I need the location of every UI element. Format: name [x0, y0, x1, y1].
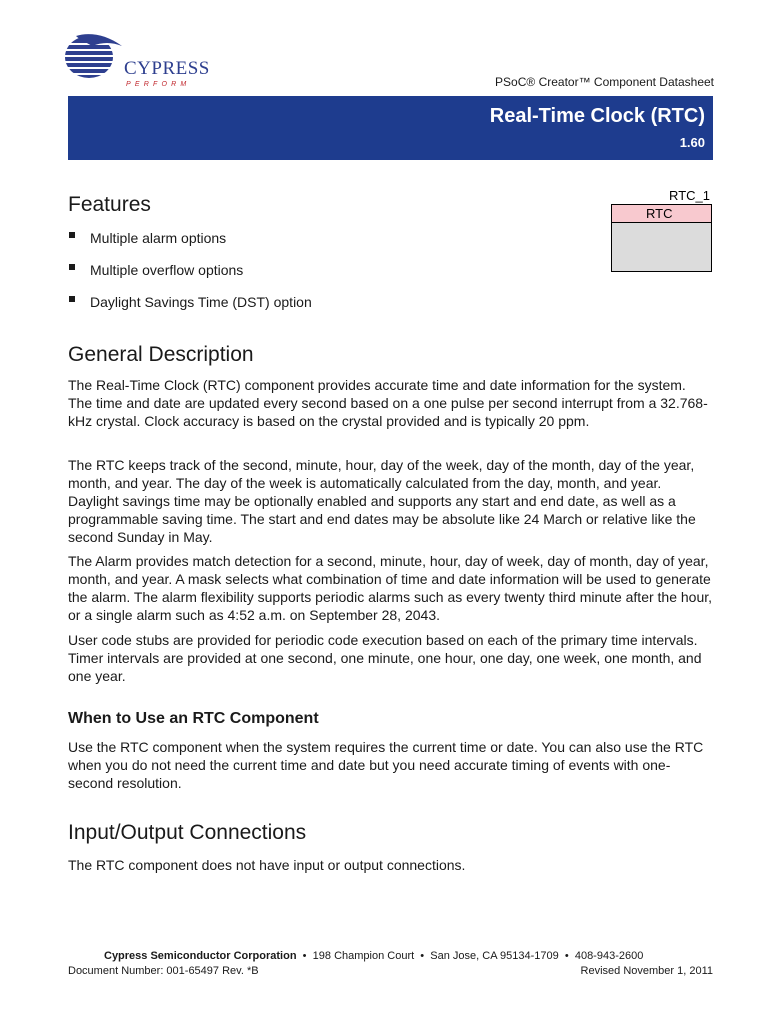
paragraph: User code stubs are provided for periodic code execution based on each of the primary time intervals. Timer intervals are provided at one second, one minute, one hour, one day, one week, one month, and one year.	[68, 632, 702, 684]
paragraph: The Real-Time Clock (RTC) component provides accurate time and date information for the system. The time and date are updated every second based on a one pulse per second interrupt from a 32.768-kHz crystal. Clock accuracy is based on the crystal provided and is typically 20 ppm.	[68, 377, 708, 429]
footer-doc-info	[68, 965, 713, 977]
paragraph: The Alarm provides match detection for a second, minute, hour, day of week, day of month, day of year, month, and year. A mask selects what combination of time and date information will be used to generate the alarm. The alarm flexibility supports periodic alarms such as every twenty third minute after the hour, or a single alarm such as 4:52 a.m. on September 28, 2043.	[68, 553, 713, 623]
cypress-globe-icon	[62, 30, 124, 80]
symbol-label: RTC	[612, 205, 711, 223]
rtc-component-symbol	[610, 187, 713, 275]
bullet-icon	[69, 232, 75, 238]
footer-separator: •	[420, 950, 425, 962]
general-description-heading: General Description	[68, 343, 254, 366]
list-item	[68, 293, 312, 325]
features-heading: Features	[68, 193, 151, 216]
paragraph: The RTC component does not have input or output connections.	[68, 857, 466, 873]
logo-wordmark: CYPRESS	[124, 58, 210, 79]
footer-revised-date: Revised November 1, 2011	[580, 965, 713, 977]
when-to-use-heading: When to Use an RTC Component	[68, 710, 319, 727]
footer-address	[104, 950, 643, 962]
io-connections-heading: Input/Output Connections	[68, 821, 307, 844]
footer-separator: •	[302, 950, 307, 962]
page-title: Real-Time Clock (RTC)	[489, 105, 705, 127]
features-list	[68, 229, 312, 325]
symbol-instance-name: RTC_1	[669, 188, 710, 203]
cypress-logo	[62, 30, 212, 92]
logo-tagline: PERFORM	[126, 81, 191, 88]
feature-text: Multiple overflow options	[90, 262, 244, 278]
version-number: 1.60	[679, 135, 705, 150]
paragraph: The RTC keeps track of the second, minute, hour, day of the week, day of the month, day of the year, month, and year. The day of the week is automatically calculated from the day, month, and year. Daylight savings time may be optionally enabled and supports any start and end date, as well as a programmable saving time. The start and end dates may be absolute like 24 March or relative like the second Sunday in May.	[68, 457, 696, 545]
footer-city: San Jose, CA 95134-1709	[430, 950, 559, 962]
paragraph: Use the RTC component when the system requires the current time or date. You can also use the RTC when you do not need the current time and date but you need accurate timing of events with one-second resolution.	[68, 739, 704, 791]
list-item	[68, 261, 312, 293]
footer-document-number: Document Number: 001-65497 Rev. *B	[68, 965, 259, 977]
footer-street: 198 Champion Court	[312, 950, 415, 962]
bullet-icon	[69, 264, 75, 270]
footer-company: Cypress Semiconductor Corporation	[104, 950, 297, 962]
list-item	[68, 229, 312, 261]
footer-separator: •	[564, 950, 569, 962]
bullet-icon	[69, 296, 75, 302]
feature-text: Multiple alarm options	[90, 230, 227, 246]
feature-text: Daylight Savings Time (DST) option	[90, 294, 312, 310]
title-banner	[68, 96, 713, 160]
footer-phone: 408-943-2600	[574, 950, 644, 962]
symbol-box	[611, 204, 712, 272]
document-type: PSoC® Creator™ Component Datasheet	[495, 75, 714, 89]
